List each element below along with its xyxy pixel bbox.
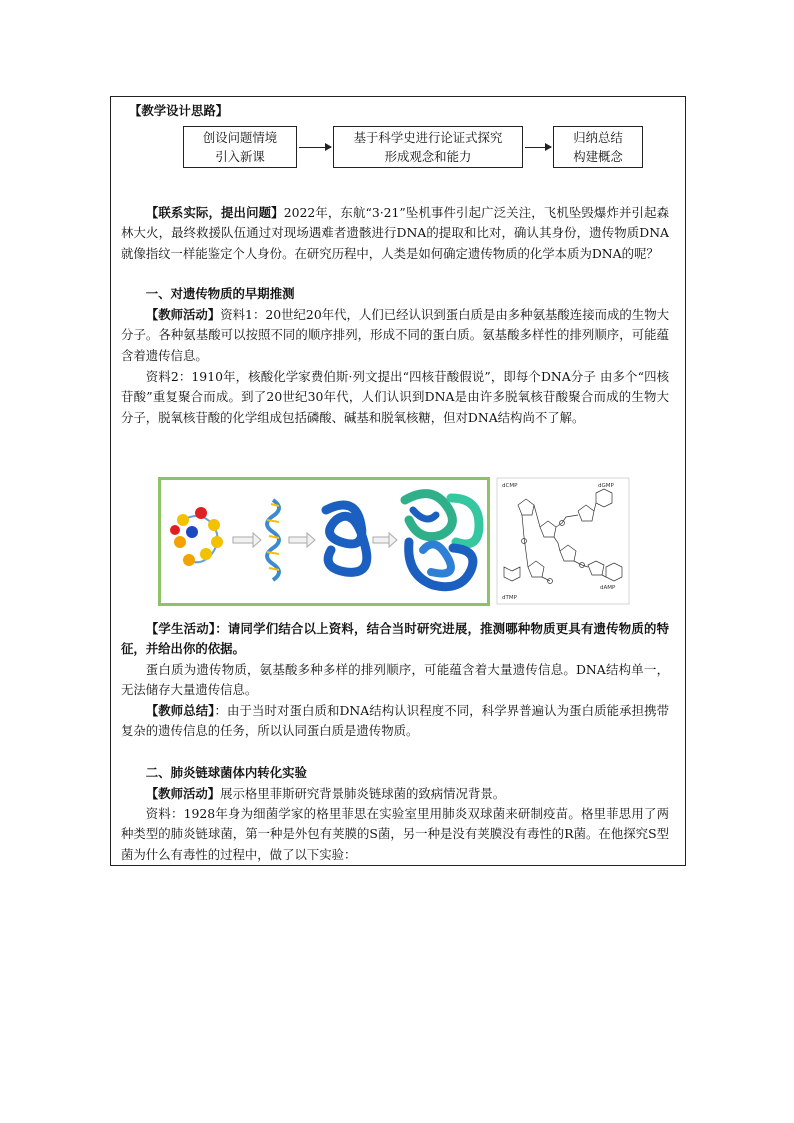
chem-label-dtmp: dTMP <box>502 595 517 601</box>
section2-teacher-paragraph <box>121 784 669 804</box>
section2-material-paragraph <box>121 804 669 865</box>
flow-arrow-1 <box>299 147 331 148</box>
section1-title: 一、对遗传物质的早期推测 <box>145 286 295 301</box>
flow-step-1 <box>183 126 297 168</box>
chem-label-dgmp: dGMP <box>598 483 614 489</box>
quaternary-structure-icon <box>405 494 479 587</box>
alpha-helix-icon <box>267 500 279 580</box>
student-activity-paragraph <box>121 619 669 660</box>
flow-step-3-line1: 归纳总结 <box>573 130 623 145</box>
chem-label-damp: dAMP <box>600 585 616 591</box>
design-heading: 【教学设计思路】 <box>129 103 229 118</box>
flow-step-2-line2: 形成观念和能力 <box>384 149 472 164</box>
student-answer-text: 蛋白质为遗传物质，氨基酸多种多样的排列顺序，可能蕴含着大量遗传信息。DNA结构单一，无法储存大量遗传信息。 <box>121 662 669 698</box>
material1-text: 资料1：20世纪20年代，人们已经认识到蛋白质是由多种氨基酸连接而成的生物大分子。各种氨基酸可以按照不同的顺序排列，形成不同的蛋白质。氨基酸多样性的排列顺序，可能蕴含着遗传信息。 <box>121 307 670 363</box>
protein-folding-image <box>158 477 490 606</box>
dna-structure-diagram <box>496 477 630 605</box>
intro-paragraph <box>121 203 669 264</box>
flow-step-1-line2: 引入新课 <box>215 149 265 164</box>
section2-teacher-text: 展示格里菲斯研究背景肺炎链球菌的致病情况背景。 <box>220 786 506 801</box>
flow-step-2 <box>333 126 523 168</box>
section2-title: 二、肺炎链球菌体内转化实验 <box>145 765 307 780</box>
flow-step-1-line1: 创设问题情境 <box>202 130 278 145</box>
student-text: 请同学们结合以上资料，结合当时研究进展，推测哪种物质更具有遗传物质的特征，并给出你的依据。 <box>121 621 669 657</box>
flow-arrow-2 <box>525 147 551 148</box>
material2-paragraph <box>121 367 669 428</box>
dna-chemical-structure <box>496 477 630 605</box>
material1-paragraph <box>121 305 669 366</box>
document-frame <box>110 96 686 866</box>
student-label: 【学生活动】： <box>145 621 228 636</box>
tertiary-structure-icon <box>326 505 367 572</box>
student-answer-paragraph <box>121 660 669 701</box>
protein-folding-illustration <box>161 480 487 603</box>
teacher-label-1: 【教师活动】 <box>145 307 221 322</box>
process-arrow-icon <box>289 533 315 547</box>
intro-text: 2022年，东航“3·21”坠机事件引起广泛关注，飞机坠毁爆炸并引起森林大火，最终救援队伍通过对现场遇难者遗骸进行DNA的提取和比对，确认其身份，遗传物质DNA就像指纹一样能鉴定个人身份。在研究历程中，人类是如何确定遗传物质的化学本质为DNA的呢？ <box>121 205 669 261</box>
summary-text: ：由于当时对蛋白质和DNA结构认识程度不同，科学界普遍认为蛋白质能承担携带复杂的遗传信息的任务，所以认同蛋白质是遗传物质。 <box>121 703 669 739</box>
intro-label: 【联系实际，提出问题】 <box>145 205 284 220</box>
process-arrow-icon <box>233 533 261 547</box>
flow-step-3-line2: 构建概念 <box>573 149 623 164</box>
chem-label-dcmp: dCMP <box>502 483 518 489</box>
teacher-label-2: 【教师活动】 <box>145 786 221 801</box>
process-arrow-icon <box>373 533 397 547</box>
section2-material-text: 资料：1928年身为细菌学家的格里菲思在实验室里用肺炎双球菌来研制疫苗。格里菲思用了两种类型的肺炎链球菌，第一种是外包有荚膜的S菌，另一种是没有荚膜没有毒性的R菌。在他探究S型菌为什么有毒性的过程中，做了以下实验： <box>121 806 669 862</box>
summary-label: 【教师总结】 <box>145 703 215 718</box>
teacher-summary-paragraph <box>121 701 669 742</box>
amino-acid-cluster-icon <box>170 507 223 566</box>
flow-step-3 <box>553 126 643 168</box>
material2-text: 资料2：1910年，核酸化学家费伯斯·列文提出“四核苷酸假说”，即每个DNA分子 由多个“四核苷酸”重复聚合而成。到了20世纪30年代，人们认识到DNA是由许多脱氧核苷酸聚合而成的生物大分子，脱氧核苷酸的化学组成包括磷酸、碱基和脱氧核糖，但对DNA结构尚不了解。 <box>121 369 669 425</box>
flow-step-2-line1: 基于科学史进行论证式探究 <box>353 130 503 145</box>
